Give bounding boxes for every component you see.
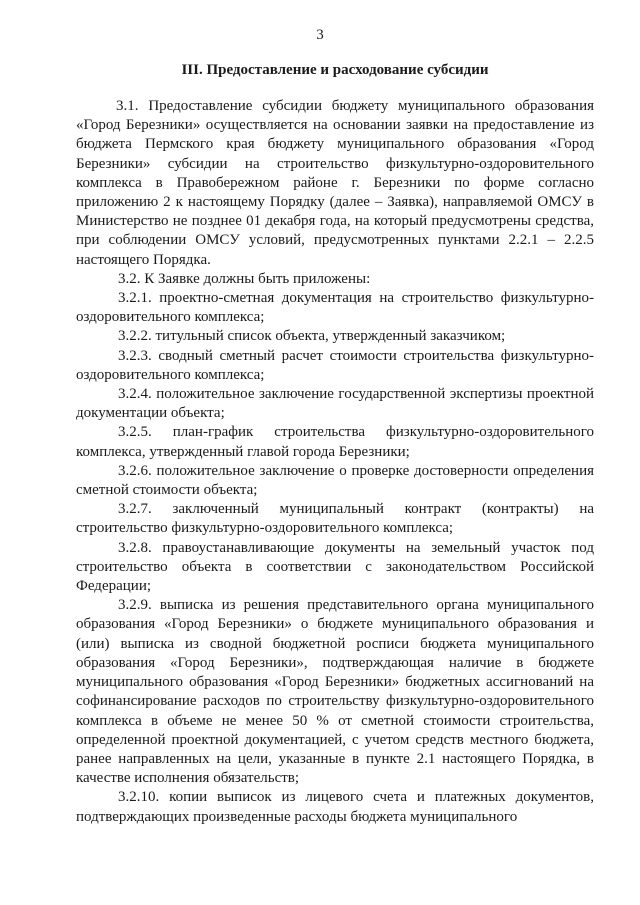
- paragraph-3-2-7: 3.2.7. заключенный муниципальный контракт (контракты) на строительство физкультурно-оздоровительного комплекса;: [76, 501, 594, 537]
- paragraph-3-2-8: 3.2.8. правоустанавливающие документы на земельный участок под строительство объекта в соответствии с законодательством Российской Федерации;: [76, 539, 594, 595]
- paragraph-3-2-10: 3.2.10. копии выписок из лицевого счета и платежных документов, подтверждающих произведенные расходы бюджета муниципального: [76, 789, 594, 825]
- paragraph-3-2-9: 3.2.9. выписка из решения представительного органа муниципального образования «Город Березники» о бюджете муниципального образования и (или) выписка из сводной бюджетной росписи бюджета муниципального образования «Город Березники», подтверждающая наличие в бюджете муниципального образования «Город Березники» бюджетных ассигнований на софинансирование расходов по строительству физкультурно-оздоровительного комплекса в объеме не менее 50 % от сметной стоимости строительства, определенной проектной документацией, с учетом средств местного бюджета, ранее направленных на цели, указанные в пункте 2.1 настоящего Порядка, в качестве исполнения обязательств;: [76, 597, 594, 787]
- paragraph-3-2: 3.2. К Заявке должны быть приложены:: [118, 270, 371, 287]
- paragraph-3-2-1: 3.2.1. проектно-сметная документация на строительство физкультурно-оздоровительного комплекса;: [76, 290, 594, 326]
- paragraph-3-2-2: 3.2.2. титульный список объекта, утвержденный заказчиком;: [118, 328, 506, 345]
- paragraph-3-2-3: 3.2.3. сводный сметный расчет стоимости строительства физкультурно-оздоровительного комплекса;: [76, 347, 594, 383]
- document-body: [76, 97, 594, 827]
- section-heading: III. Предоставление и расходование субсидии: [181, 62, 489, 78]
- paragraph-3-2-6: 3.2.6. положительное заключение о проверке достоверности определения сметной стоимости объекта;: [76, 462, 594, 499]
- page-number: 3: [316, 27, 324, 43]
- paragraph-3-2-4: 3.2.4. положительное заключение государственной экспертизы проектной документации объекта;: [76, 386, 594, 422]
- paragraph-3-2-5: 3.2.5. план-график строительства физкультурно-оздоровительного комплекса, утвержденный главой города Березники;: [76, 424, 594, 460]
- paragraph-3-1: 3.1. Предоставление субсидии бюджету муниципального образования «Город Березники» осуществляется на основании заявки на предоставление из бюджета Пермского края бюджету муниципального образования «Город Березники» субсидии на строительство физкультурно-оздоровительного комплекса в Правобережном районе г. Березники по форме согласно приложению 2 к настоящему Порядку (далее – Заявка), направляемой ОМСУ в Министерство не позднее 01 декабря года, на который предусмотрены средства, при соблюдении ОМСУ условий, предусмотренных пунктами 2.2.1 – 2.2.5 настоящего Порядка.: [76, 98, 594, 268]
